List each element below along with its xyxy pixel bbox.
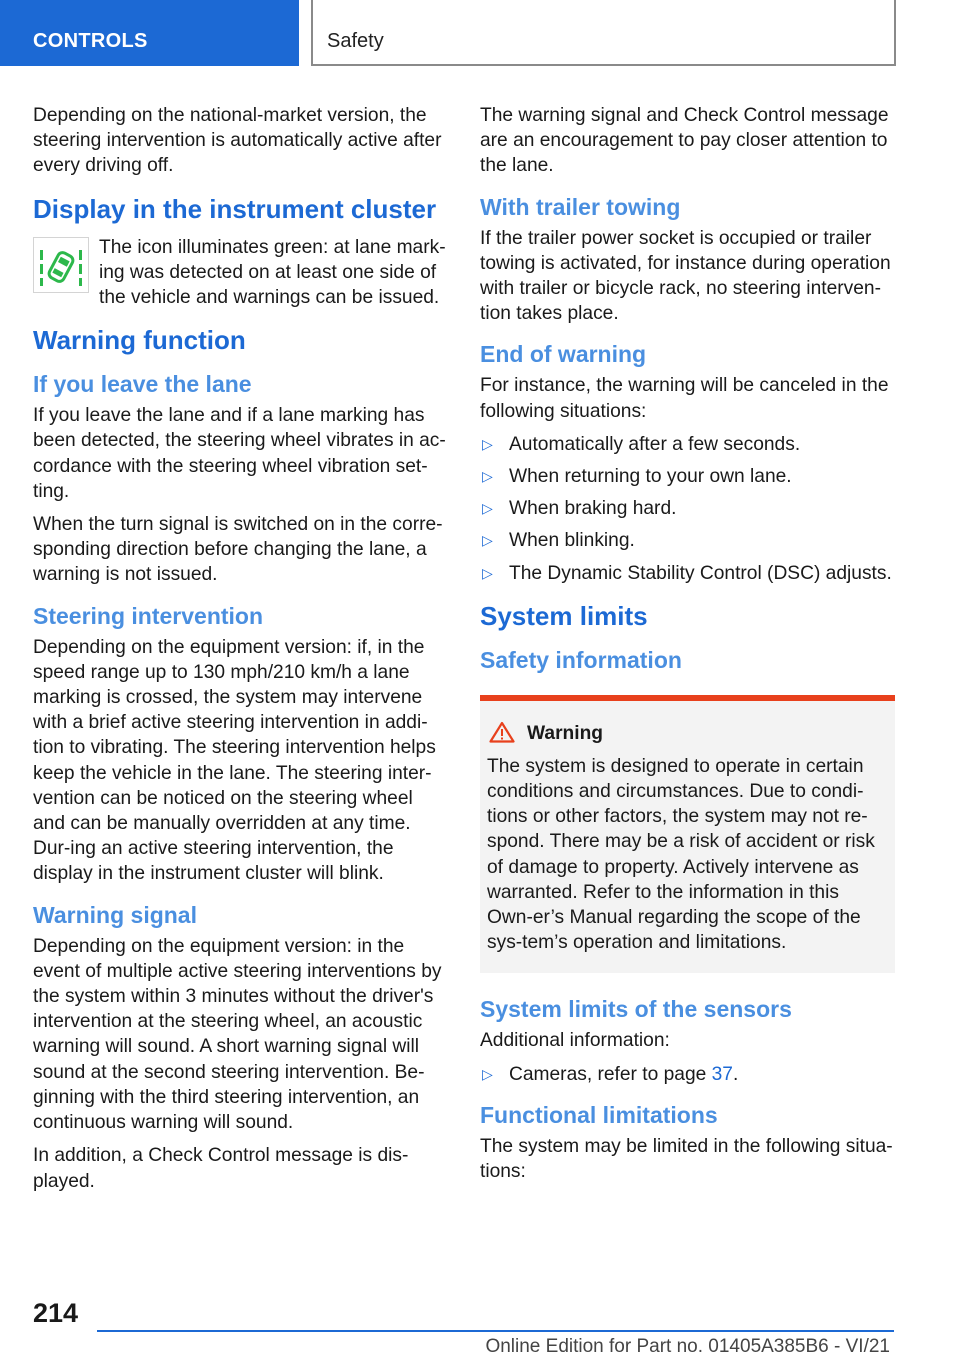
warning-signal-paragraph-2: In addition, a Check Control message is dis-played.: [33, 1145, 409, 1192]
steering-intervention-heading: Steering intervention: [33, 602, 264, 629]
sensor-limits-paragraph: Additional information:: [480, 1030, 670, 1052]
lane-keeping-assistant-icon: [33, 237, 89, 293]
list-item-text: When returning to your own lane.: [509, 466, 792, 488]
safety-information-heading: Safety information: [480, 646, 682, 673]
end-of-warning-list: [480, 432, 895, 586]
system-limits-heading: System limits: [480, 600, 648, 631]
right-intro-paragraph: The warning signal and Check Control message are an encouragement to pay closer attention to the lane.: [480, 105, 889, 177]
list-item-text: Automatically after a few seconds.: [509, 433, 801, 455]
display-description: The icon illuminates green: at lane mark-ing was detected on at least one side of the vehicle and warnings can be issued.: [99, 236, 446, 309]
steering-intervention-paragraph: Depending on the equipment version: if, in the speed range up to 130 mph/210 km/h a lane marking is crossed, the system may intervene with a brief active steering intervention in addi-tion to vibrating. The steering intervention helps keep the vehicle in the lane. The steering inter-vention can be noticed on the steering wheel and can be manually overridden at any time. Dur-ing an active steering intervention, the display in the instrument cluster will blink.: [33, 636, 436, 885]
list-item: [480, 464, 895, 489]
left-column: [33, 103, 448, 1202]
triangle-bullet-icon: ▷: [482, 532, 493, 549]
end-of-warning-paragraph: For instance, the warning will be canceled in the following situations:: [480, 375, 889, 422]
triangle-bullet-icon: ▷: [482, 1065, 493, 1082]
chapter-title: Safety: [311, 0, 896, 66]
end-of-warning-heading: End of warning: [480, 341, 647, 368]
footer-divider: [97, 1330, 894, 1332]
list-item-text: Cameras, refer to page: [509, 1063, 712, 1085]
list-item: [480, 1062, 895, 1087]
list-item: [480, 561, 895, 586]
triangle-bullet-icon: ▷: [482, 500, 493, 517]
list-item-text: The Dynamic Stability Control (DSC) adjusts.: [509, 562, 892, 584]
warning-header: [489, 721, 887, 748]
warning-function-heading: Warning function: [33, 325, 246, 356]
warning-signal-paragraph-1: Depending on the equipment version: in the event of multiple active steering interventions by the system within 3 minutes without the driver's intervention at the steering wheel, an acoustic warning will sound. A short warning signal will sound at the second steering intervention. Be-ginning with the third steering intervention, an continuous warning will sound.: [33, 935, 442, 1134]
list-item: [480, 432, 895, 457]
display-heading: Display in the instrument cluster: [33, 193, 437, 224]
triangle-bullet-icon: ▷: [482, 564, 493, 581]
leave-lane-paragraph-1: If you leave the lane and if a lane marking has been detected, the steering wheel vibrates in ac-cordance with the steering wheel vibration set-ting.: [33, 405, 446, 502]
list-item-text: When braking hard.: [509, 498, 677, 520]
functional-limitations-paragraph: The system may be limited in the following situa-tions:: [480, 1135, 893, 1183]
display-info-row: [33, 235, 448, 311]
right-column: [480, 103, 895, 1192]
warning-title: Warning: [527, 723, 604, 745]
warning-triangle-icon: [489, 721, 515, 748]
triangle-bullet-icon: ▷: [482, 435, 493, 452]
edition-text: Online Edition for Part no. 01405A385B6 - VI/21: [485, 1336, 890, 1357]
intro-paragraph: Depending on the national-market version, the steering intervention is automatically active after every driving off.: [33, 105, 442, 177]
warning-box: [480, 695, 895, 974]
section-tab[interactable]: CONTROLS: [0, 0, 299, 66]
list-item: [480, 496, 895, 521]
trailer-towing-paragraph: If the trailer power socket is occupied or trailer towing is activated, for instance during operation with trailer or bicycle rack, no steering interven-tion takes place.: [480, 227, 891, 325]
leave-lane-paragraph-2: When the turn signal is switched on in the corre-sponding direction before changing the lane, a warning is not issued.: [33, 514, 443, 586]
sensor-limits-list: [480, 1062, 895, 1087]
list-item: [480, 528, 895, 553]
page-reference-link[interactable]: 37: [711, 1063, 733, 1085]
page-number: 214: [33, 1298, 79, 1328]
functional-limitations-heading: Functional limitations: [480, 1101, 718, 1128]
triangle-bullet-icon: ▷: [482, 468, 493, 485]
list-item-text: When blinking.: [509, 530, 635, 552]
leave-lane-heading: If you leave the lane: [33, 371, 252, 398]
warning-text: The system is designed to operate in certain conditions and circumstances. Due to condi-tions or other factors, the system may not re-spond. There may be a risk of accident or risk of damage to property. Actively intervene as warranted. Refer to the information in this Own-er’s Manual regarding the scope of the sys-tem’s operation and limitations.: [487, 755, 875, 954]
list-item-end: .: [732, 1063, 739, 1085]
warning-signal-heading: Warning signal: [33, 901, 197, 928]
page-header: [0, 0, 960, 66]
sensor-limits-heading: System limits of the sensors: [480, 996, 792, 1023]
trailer-towing-heading: With trailer towing: [480, 193, 681, 220]
